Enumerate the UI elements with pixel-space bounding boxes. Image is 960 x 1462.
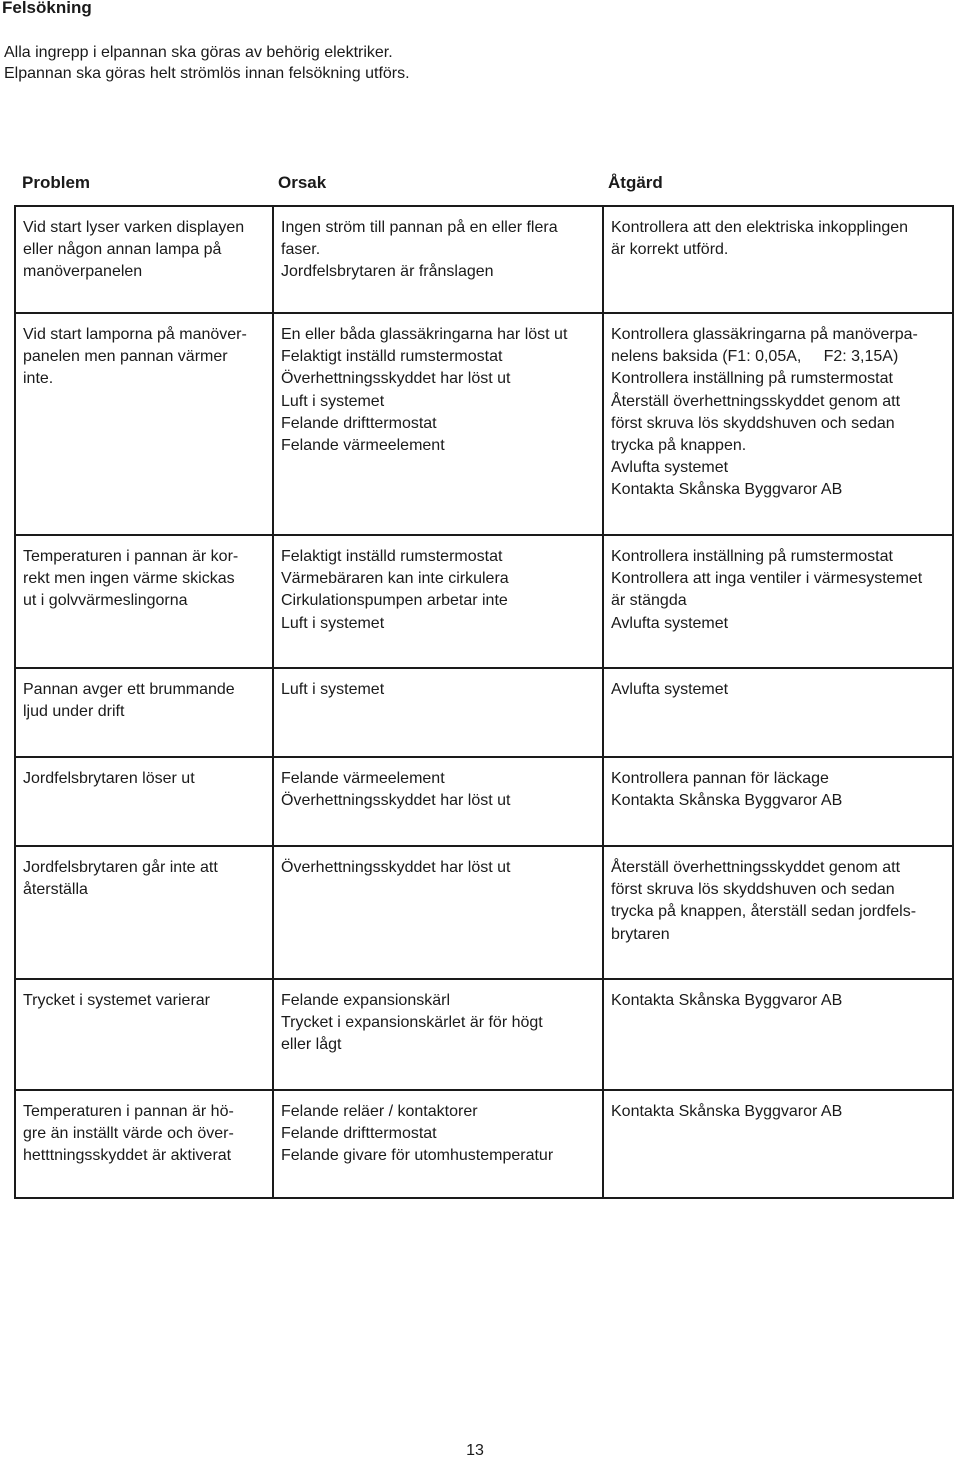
cell-line: Kontakta Skånska Byggvaror AB xyxy=(611,481,843,499)
cell-line: Felande drifttermostat xyxy=(281,414,437,432)
cell-line: Kontakta Skånska Byggvaror AB xyxy=(611,792,843,810)
problem-cell xyxy=(16,207,274,312)
cell-line: panelen men pannan värmer xyxy=(23,348,228,366)
cell-line: Avlufta systemet xyxy=(611,681,729,698)
cell-line: återställa xyxy=(23,881,88,899)
table-row xyxy=(16,756,952,845)
cause-cell xyxy=(274,536,604,667)
cause-cell xyxy=(274,314,604,534)
cell-line: Ingen ström till pannan på en eller flera xyxy=(281,219,558,236)
action-cell xyxy=(604,847,952,978)
cell-line: Kontrollera inställning på rumstermostat xyxy=(611,370,893,388)
cell-line: Överhettningsskyddet har löst ut xyxy=(281,370,511,388)
cell-line: Felande drifttermostat xyxy=(281,1125,437,1143)
cell-line: Kontrollera att inga ventiler i värmesystemet xyxy=(611,570,923,588)
intro-line: Elpannan ska göras helt strömlös innan felsökning utförs. xyxy=(4,65,410,82)
cause-cell xyxy=(274,669,604,756)
cell-line: Återställ överhettningsskyddet genom att xyxy=(611,859,901,876)
cell-line: Värmebäraren kan inte cirkulera xyxy=(281,570,509,588)
cell-line: trycka på knappen. xyxy=(611,437,747,455)
cell-line: är stängda xyxy=(611,592,687,610)
cell-line: Kontakta Skånska Byggvaror AB xyxy=(611,992,843,1009)
cell-line: brytaren xyxy=(611,925,670,943)
table-row xyxy=(16,207,952,312)
problem-cell xyxy=(16,980,274,1089)
action-cell xyxy=(604,207,952,312)
cell-line: Temperaturen i pannan är hö- xyxy=(23,1103,234,1120)
problem-cell xyxy=(16,536,274,667)
table-row xyxy=(16,845,952,978)
action-cell xyxy=(604,536,952,667)
cell-line: faser. xyxy=(281,241,321,259)
cell-line: Kontrollera att den elektriska inkopplingen xyxy=(611,219,909,236)
intro-line: Alla ingrepp i elpannan ska göras av behörig elektriker. xyxy=(4,44,393,61)
cell-line: ljud under drift xyxy=(23,703,125,721)
cause-cell xyxy=(274,1091,604,1197)
table-row xyxy=(16,978,952,1089)
cause-cell xyxy=(274,847,604,978)
cell-line: Felande expansionskärl xyxy=(281,992,450,1009)
cell-line: Luft i systemet xyxy=(281,614,385,632)
cell-line: Felaktigt inställd rumstermostat xyxy=(281,348,503,366)
column-header-problem: Problem xyxy=(22,173,91,192)
cell-line: eller lågt xyxy=(281,1036,342,1054)
cell-line: Pannan avger ett brummande xyxy=(23,681,235,698)
page-title: Felsökning xyxy=(2,0,92,17)
cell-line: En eller båda glassäkringarna har löst ut xyxy=(281,326,568,343)
table-row xyxy=(16,1089,952,1197)
cell-line: Vid start lyser varken displayen xyxy=(23,219,245,236)
intro-text xyxy=(4,42,410,84)
action-cell xyxy=(604,1091,952,1197)
cell-line: manöverpanelen xyxy=(23,263,143,281)
cell-line: är korrekt utförd. xyxy=(611,241,729,259)
cell-line: Trycket i expansionskärlet är för högt xyxy=(281,1014,543,1032)
problem-cell xyxy=(16,758,274,845)
action-cell xyxy=(604,980,952,1089)
action-cell xyxy=(604,314,952,534)
cell-line: hetttningsskyddet är aktiverat xyxy=(23,1147,232,1165)
cell-line: Felande reläer / kontaktorer xyxy=(281,1103,478,1120)
problem-cell xyxy=(16,669,274,756)
cell-line: Kontrollera pannan för läckage xyxy=(611,770,829,787)
cell-line: Jordfelsbrytaren löser ut xyxy=(23,770,195,787)
cell-line: Vid start lamporna på manöver- xyxy=(23,326,247,343)
column-header-action: Åtgärd xyxy=(608,173,663,192)
cause-cell xyxy=(274,758,604,845)
page-number: 13 xyxy=(466,1442,484,1459)
cell-line: Temperaturen i pannan är kor- xyxy=(23,548,239,565)
column-header-cause: Orsak xyxy=(278,173,327,192)
table-row xyxy=(16,667,952,756)
cell-line: Kontakta Skånska Byggvaror AB xyxy=(611,1103,843,1120)
cell-line: Avlufta systemet xyxy=(611,614,729,632)
cell-line: Felaktigt inställd rumstermostat xyxy=(281,548,503,565)
problem-cell xyxy=(16,847,274,978)
cell-line: Jordfelsbrytaren är frånslagen xyxy=(281,263,494,281)
action-cell xyxy=(604,758,952,845)
cell-line: Luft i systemet xyxy=(281,681,385,698)
cell-line: nelens baksida (F1: 0,05A, F2: 3,15A) xyxy=(611,348,899,366)
cell-line: Felande givare för utomhustemperatur xyxy=(281,1147,554,1165)
cell-line: först skruva lös skyddshuven och sedan xyxy=(611,414,895,432)
cell-line: Trycket i systemet varierar xyxy=(23,992,210,1009)
problem-cell xyxy=(16,314,274,534)
problem-cell xyxy=(16,1091,274,1197)
cause-cell xyxy=(274,980,604,1089)
cell-line: Överhettningsskyddet har löst ut xyxy=(281,859,511,876)
cell-line: gre än inställt värde och över- xyxy=(23,1125,234,1143)
cell-line: Överhettningsskyddet har löst ut xyxy=(281,792,511,810)
cell-line: eller någon annan lampa på xyxy=(23,241,222,259)
table-row xyxy=(16,534,952,667)
cell-line: rekt men ingen värme skickas xyxy=(23,570,235,588)
cell-line: Avlufta systemet xyxy=(611,459,729,477)
cell-line: Felande värmeelement xyxy=(281,770,445,787)
table-row xyxy=(16,312,952,534)
cell-line: trycka på knappen, återställ sedan jordfels- xyxy=(611,903,917,921)
action-cell xyxy=(604,669,952,756)
cell-line: Felande värmeelement xyxy=(281,437,445,455)
cell-line: Cirkulationspumpen arbetar inte xyxy=(281,592,508,610)
cell-line: inte. xyxy=(23,370,54,388)
cell-line: Jordfelsbrytaren går inte att xyxy=(23,859,218,876)
cell-line: Kontrollera glassäkringarna på manöverpa- xyxy=(611,326,918,343)
cell-line: först skruva lös skyddshuven och sedan xyxy=(611,881,895,899)
cause-cell xyxy=(274,207,604,312)
cell-line: Återställ överhettningsskyddet genom att xyxy=(611,392,901,410)
cell-line: Kontrollera inställning på rumstermostat xyxy=(611,548,893,565)
cell-line: ut i golvvärmeslingorna xyxy=(23,592,188,610)
troubleshooting-table xyxy=(14,205,954,1199)
cell-line: Luft i systemet xyxy=(281,392,385,410)
